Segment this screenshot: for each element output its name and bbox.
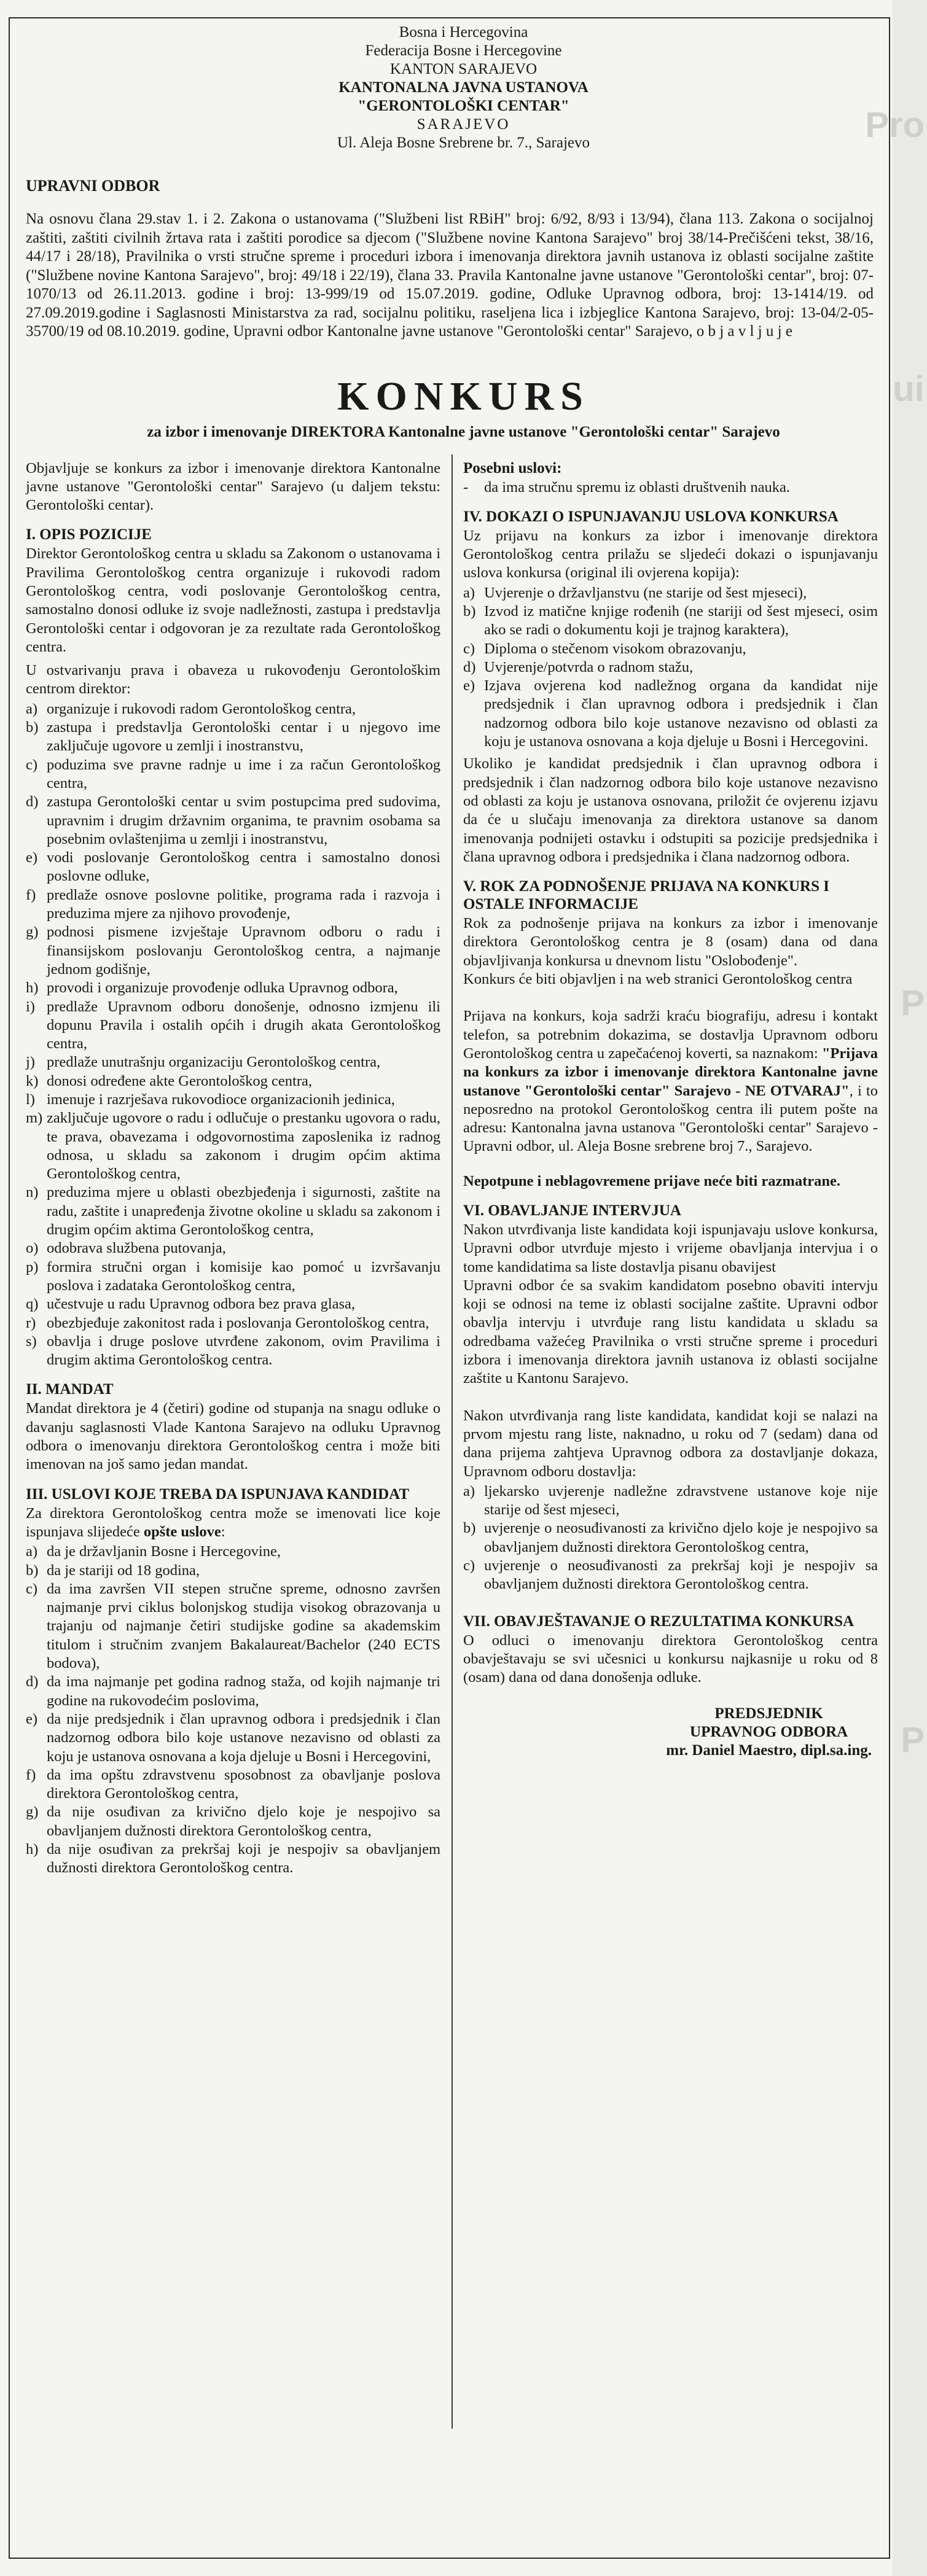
list-item	[463, 602, 878, 640]
list-item	[463, 584, 878, 602]
submission-text-end: , i to neposredno na protokol Gerontološkog centra ili putem pošte na adresu: Kantonalna javna ustanova "Gerontološki centar" Sarajevo - Upravni odbor, ul. Aleja Bosne srebrene broj 7., Sarajevo.	[463, 1082, 878, 1155]
lead-text: Za direktora Gerontološkog centra može se imenovati lice koje ispunjava slijedeće	[26, 1504, 440, 1540]
duties-list	[26, 700, 440, 1370]
list-marker: a)	[26, 1543, 38, 1560]
list-item	[26, 923, 440, 979]
list-item-text: da je državljanin Bosne i Hercegovine,	[47, 1543, 281, 1560]
list-item-text: Izjava ovjerena kod nadležnog organa da kandidat nije predsjednik i član upravnog odbora i predsjednik i član nadzornog odbora bilo koje ustanove nezavisno od oblasti za koju je ustanova osnovana a koja djeluje u Bosni i Hercegovini.	[484, 677, 878, 750]
edge-fragment: ui	[893, 369, 925, 409]
list-item	[26, 1710, 440, 1766]
border-right	[889, 17, 890, 2559]
list-marker: n)	[26, 1184, 39, 1201]
list-marker: a)	[463, 1482, 475, 1500]
list-marker: k)	[26, 1072, 39, 1089]
list-item	[26, 886, 440, 924]
signature-body: UPRAVNOG ODBORA	[690, 1723, 848, 1740]
section-6-heading: VI. OBAVLJANJE INTERVJUA	[463, 1202, 681, 1219]
submission-paragraph	[463, 1007, 878, 1156]
signature-block	[463, 1705, 878, 1760]
list-marker: b)	[463, 602, 476, 620]
list-item	[26, 1053, 440, 1072]
list-marker: l)	[26, 1091, 35, 1108]
list-item-text: Diploma o stečenom visokom obrazovanju,	[484, 640, 746, 657]
list-item	[26, 1258, 440, 1296]
list-item-text: provodi i organizuje provođenje odluka Upravnog odbora,	[47, 979, 398, 997]
column-divider	[452, 454, 453, 2429]
legal-basis-paragraph: Na osnovu člana 29.stav 1. i 2. Zakona o ustanovama ("Službeni list RBiH" broj: 6/92, 8/93 i 13/94), člana 113. Zakona o socijalnoj zaštiti, zaštiti civilnih žrtava rata i zaštiti porodice sa djecom ("Službene novine Kantona Sarajevo" broj 38/14-Prečišćeni tekst, 38/16, 44/17 i 28/18), Pravilnika o vrsti stručne spreme i proceduri izbora i imenovanja direktora javnih ustanova iz oblasti socijalne zaštite ("Službene novine Kantona Sarajevo", broj: 49/18 i 22/19), člana 33. Pravila Kantonalne javne ustanove "Gerontološki centar", broj: 07-1070/13 od 26.11.2013. godine i broj: 13-999/19 od 15.07.2019. godine, Odluke Upravnog odbora, broj: 13-1414/19. od 27.09.2019.godine i Saglasnosti Ministarstva za rad, socijalnu politiku, raseljena lica i izbjeglice Kantona Sarajevo, broj: 13-04/2-05-35700/19 od 08.10.2019. godine, Upravni odbor Kantonalne javne ustanove "Gerontološki centar" Sarajevo, o b j a v l j u j e	[26, 211, 874, 340]
documents-list	[463, 1482, 878, 1594]
section-7-heading: VII. OBAVJEŠTAVANJE O REZULTATIMA KONKURSA	[463, 1613, 855, 1630]
section-2-paragraph: Mandat direktora je 4 (četiri) godine od stupanja na snagu odluke o davanju saglasnosti Vlade Kantona Sarajevo na odluku Upravnog odbora o imenovanju direktora Gerontološkog centra i može biti imenovan na još samo jedan mandat.	[26, 1400, 440, 1473]
list-item-text: formira stručni organ i komisije kao pomoć u izvršavanju poslova i zadataka Gerontološkog centra,	[47, 1258, 440, 1294]
list-item	[26, 979, 440, 997]
list-marker: c)	[463, 640, 475, 657]
section-3-lead	[26, 1504, 440, 1542]
header-address: Ul. Aleja Bosne Srebrene br. 7., Sarajevo	[337, 134, 590, 151]
list-item-text: podnosi pismene izvještaje Upravnom odboru o radu i finansijskom poslovanju Gerontološkog centra, a najmanje jednom godišnje,	[47, 924, 440, 978]
list-marker: h)	[26, 1840, 39, 1858]
section-2-heading: II. MANDAT	[26, 1381, 114, 1398]
adjacent-page-edge	[865, 0, 927, 2576]
envelope-label: "Prijava na konkurs za izbor i imenovanje direktora Kantonalne javne ustanove "Gerontološki centar" Sarajevo - NE OTVARAJ"	[463, 1045, 878, 1099]
list-marker: e)	[26, 1710, 38, 1727]
lead-emphasis: opšte uslove	[143, 1523, 221, 1540]
proofs-list	[463, 584, 878, 752]
section-5-paragraph: Rok za podnošenje prijava na konkurs za izbor i imenovanje direktora Gerontološkog centra je 8 (osam) dana od dana objavljivanja konkursa u dnevnom listu "Oslobođenje".	[463, 915, 878, 969]
header-city: SARAJEVO	[417, 116, 510, 133]
section-1-heading: I. OPIS POZICIJE	[26, 526, 152, 543]
list-item	[26, 1766, 440, 1804]
list-item	[26, 1803, 440, 1840]
list-marker: b)	[26, 719, 39, 736]
list-item-text: donosi određene akte Gerontološkog centra,	[47, 1072, 313, 1089]
list-marker: o)	[26, 1240, 39, 1257]
lead-end: :	[221, 1523, 225, 1540]
list-item	[26, 1840, 440, 1878]
list-item-text: Izvod iz matične knjige rođenih (ne stariji od šest mjeseci, osim ako se radi o dokumentu koji je trajnog karaktera),	[484, 602, 878, 639]
list-item	[26, 998, 440, 1054]
opening-paragraph: Objavljuje se konkurs za izbor i imenovanje direktora Kantonalne javne ustanove "Gerontološki centar" Sarajevo (u daljem tekstu: Gerontološki centar).	[26, 459, 440, 514]
list-item-text: zaključuje ugovore o radu i odlučuje o prestanku ugovora o radu, te prava, obavezama i odgovornostima zaposlenika iz radnog odnosa, u skladu sa zakonom i drugim općim aktima Gerontološkog centra,	[47, 1110, 440, 1183]
announcement-title: KONKURS	[337, 373, 590, 419]
list-item-text: predlaže unutrašnju organizaciju Gerontološkog centra,	[47, 1054, 381, 1071]
list-item-text: obezbjeđuje zakonitost rada i poslovanja Gerontološkog centra,	[47, 1314, 429, 1331]
list-marker: d)	[26, 793, 39, 811]
list-marker: e)	[463, 677, 475, 695]
list-item	[26, 849, 440, 886]
list-marker: m)	[26, 1110, 43, 1127]
list-marker: a)	[463, 584, 475, 601]
section-5-heading: V. ROK ZA PODNOŠENJE PRIJAVA NA KONKURS I OSTALE INFORMACIJE	[463, 878, 829, 913]
list-marker: i)	[26, 998, 35, 1015]
list-item	[26, 1333, 440, 1370]
list-marker: c)	[26, 1580, 38, 1597]
list-item-text: poduzima sve pravne radnje u ime i za račun Gerontološkog centra,	[47, 756, 440, 792]
list-marker: r)	[26, 1314, 36, 1331]
list-item-text: da nije osuđivan za krivično djelo koje je nespojivo sa obavljanjem dužnosti direktora Gerontološkog centra,	[47, 1804, 440, 1839]
list-marker: s)	[26, 1333, 37, 1350]
header-institution-name: "GERONTOLOŠKI CENTAR"	[358, 98, 569, 114]
board-title: UPRAVNI ODBOR	[26, 177, 160, 195]
list-item-text: Uvjerenje/potvrda o radnom stažu,	[484, 658, 694, 675]
list-item	[463, 640, 878, 658]
edge-fragment: P	[901, 983, 925, 1023]
list-item-text: uvjerenje o neosuđivanosti za krivično djelo koje je nespojivo sa obavljanjem dužnosti direktora Gerontološkog centra,	[484, 1520, 878, 1555]
list-item-text: preduzima mjere u oblasti obezbjeđenja i sigurnosti, zaštite na radu, zaštite i unapređenja životne okoline u skladu sa zakonom i drugim općim aktima Gerontološkog centra,	[47, 1184, 440, 1239]
list-item-text: učestvuje u radu Upravnog odbora bez prava glasa,	[47, 1296, 356, 1313]
edge-fragment: Pro	[865, 105, 925, 145]
list-item-text: zastupa Gerontološki centar u svim postupcima pred sudovima, upravnim i drugim državnim organima, te pravnim osobama sa posebnim ovlaštenjima u zemlji i inostranstvu,	[47, 793, 440, 847]
list-marker: d)	[463, 658, 476, 675]
list-marker: a)	[26, 700, 38, 717]
list-marker: p)	[26, 1258, 39, 1275]
list-marker: g)	[26, 924, 39, 941]
list-item	[26, 718, 440, 756]
list-item-text: uvjerenje o neosuđivanosti za prekršaj koji je nespojiv sa obavljanjem dužnosti direktora Gerontološkog centra.	[484, 1557, 878, 1593]
list-item	[463, 478, 878, 497]
list-item-text: predlaže Upravnom odboru donošenje, odnosno izmjenu ili dopunu Pravila i ostalih općih i drugih akata Gerontološkog centra,	[47, 998, 440, 1053]
edge-fragment: P	[901, 1720, 925, 1760]
general-conditions-list	[26, 1543, 440, 1877]
list-item	[463, 677, 878, 751]
list-marker: h)	[26, 979, 39, 997]
header-institution-type: KANTONALNA JAVNA USTANOVA	[338, 79, 589, 96]
list-item	[26, 1314, 440, 1333]
list-item	[26, 1562, 440, 1580]
section-6-paragraph: Nakon utvrđivanja liste kandidata koji ispunjavaju uslove konkursa, Upravni odbor utvrđuje mjesto i vrijeme obavljanja intervjua i o tome kandidatima sa liste dostavlja pisanu obavijest	[463, 1221, 878, 1275]
list-item	[26, 793, 440, 849]
signature-title: PREDSJEDNIK	[714, 1705, 823, 1722]
list-item	[463, 658, 878, 677]
header-federation: Federacija Bosne i Hercegovine	[365, 42, 562, 59]
list-item-text: da nije predsjednik i član upravnog odbora i predsjednik i član nadzornog odbora bilo koje ustanove nezavisno od oblasti za koju je ustanova osnovana a koja djeluje u Bosni i Hercegovini,	[47, 1710, 440, 1765]
list-marker: b)	[26, 1562, 39, 1579]
list-item	[26, 1543, 440, 1561]
list-item-text: da nije osuđivan za prekršaj koji je nespojiv sa obavljanjem dužnosti direktora Gerontološkog centra.	[47, 1840, 440, 1877]
submission-text: Prijava na konkurs, koja sadrži kraću biografiju, adresu i kontakt telefon, sa potrebnim dokazima, se dostavlja Upravnom odboru Gerontološkog centra u zapečaćenoj koverti, sa naznakom:	[463, 1008, 878, 1062]
section-1-paragraph: U ostvarivanju prava i obaveza u rukovođenju Gerontološkim centrom direktor:	[26, 662, 440, 698]
special-conditions-heading: Posebni uslovi:	[463, 459, 562, 477]
list-item-text: imenuje i razrješava rukovodioce organizacionih jedinica,	[47, 1091, 395, 1108]
list-item-text: da ima najmanje pet godina radnog staža, od kojih najmanje tri godine na rukovodećim poslovima,	[47, 1673, 440, 1709]
list-marker: c)	[26, 756, 38, 773]
list-item	[26, 756, 440, 793]
list-marker: g)	[26, 1804, 39, 1821]
list-item	[26, 1183, 440, 1239]
section-6-paragraph: Nakon utvrđivanja rang liste kandidata, kandidat koji se nalazi na prvom mjestu rang liste, naknadno, u roku od 7 (sedam) dana od dana prijema zahtjeva Upravnog odbora za dostavljanje dokaza, Upravnom odboru dostavlja:	[463, 1407, 878, 1480]
list-item	[463, 1557, 878, 1594]
list-item	[26, 1295, 440, 1313]
section-3-heading: III. USLOVI KOJE TREBA DA ISPUNJAVA KANDIDAT	[26, 1485, 410, 1503]
right-column	[463, 459, 878, 1760]
list-item-text: obavlja i druge poslove utvrđene zakonom, ovim Pravilima i drugim aktima Gerontološkog centra.	[47, 1333, 440, 1369]
signature-name: mr. Daniel Maestro, dipl.sa.ing.	[666, 1741, 872, 1759]
list-item-text: zastupa i predstavlja Gerontološki centar i u njegovo ime zaključuje ugovore u zemlji i inostranstvu,	[47, 719, 440, 755]
section-7-paragraph: O odluci o imenovanju direktora Gerontološkog centra obavještavaju se svi učesnici u konkursu najkasnije u roku od 8 (osam) dana od dana donošenja odluke.	[463, 1632, 878, 1686]
list-item-text: ljekarsko uvjerenje nadležne zdravstvene ustanove koje nije starije od šest mjeseci,	[484, 1482, 878, 1519]
list-item-text: predlaže osnove poslovne politike, programa rada i razvoja i preduzima mjere za njihovo provođenje,	[47, 886, 440, 922]
list-item-text: da ima stručnu spremu iz oblasti društvenih nauka.	[484, 478, 791, 496]
list-item-text: Uvjerenje o državljanstvu (ne starije od šest mjeseci),	[484, 584, 807, 601]
list-item	[26, 1239, 440, 1258]
list-marker: -	[463, 478, 469, 496]
incomplete-applications-notice: Nepotpune i neblagovremene prijave neće biti razmatrane.	[463, 1172, 840, 1189]
list-item-text: da ima završen VII stepen stručne spreme, odnosno završen najmanje prvi ciklus bolonjskog studija visokog obrazovanja u trajanju od najmanje četiri studijske godine sa akademskim titulom i stručnim zvanjem Bakalaureat/Bachelor (240 ECTS bodova),	[47, 1580, 440, 1672]
header-country: Bosna i Hercegovina	[399, 24, 528, 41]
list-item	[26, 1109, 440, 1183]
list-item-text: vodi poslovanje Gerontološkog centra i samostalno donosi poslovne odluke,	[47, 849, 440, 885]
list-item	[463, 1482, 878, 1520]
list-item	[463, 1519, 878, 1557]
list-item-text: odobrava službena putovanja,	[47, 1240, 226, 1257]
section-6-paragraph: Upravni odbor će sa svakim kandidatom posebno obaviti intervju koji se odnosi na teme iz oblasti socijalne zaštite. Upravni odbor obavlja intervju i utvrđuje rang listu kandidata u skladu sa odredbama važećeg Pravilnika o vrsti stručne spreme i proceduri izbora i imenovanja direktora javnih ustanova iz oblasti socijalne zaštite u Kantonu Sarajevo.	[463, 1277, 878, 1387]
institution-header	[26, 23, 901, 152]
list-marker: e)	[26, 849, 38, 866]
section-4-paragraph: Ukoliko je kandidat predsjednik i član upravnog odbora i predsjednik i član nadzornog odbora bilo koje ustanove nezavisno od oblasti za koju je ustanova osnovana, priložit će ovjerenu izjavu da će u slučaju imenovanja za direktora ustanove sa danom imenovanja podnijeti ostavku i odstupiti sa pozicije predsjednika i člana upravnog odbora i predsjednika i člana nadzornog odbora.	[463, 755, 878, 865]
border-left	[9, 17, 10, 2559]
list-marker: j)	[26, 1054, 35, 1071]
list-item-text: da je stariji od 18 godina,	[47, 1562, 200, 1579]
section-4-heading: IV. DOKAZI O ISPUNJAVANJU USLOVA KONKURSA	[463, 508, 839, 525]
section-5-paragraph: Konkurs će biti objavljen i na web stranici Gerontološkog centra	[463, 971, 853, 988]
list-item	[26, 1072, 440, 1091]
list-item	[26, 1673, 440, 1710]
list-marker: c)	[463, 1557, 475, 1574]
list-marker: f)	[26, 1766, 36, 1783]
border-top	[9, 17, 890, 18]
list-marker: f)	[26, 886, 36, 903]
list-marker: d)	[26, 1673, 39, 1691]
header-canton: KANTON SARAJEVO	[389, 61, 538, 77]
list-marker: b)	[463, 1520, 476, 1537]
announcement-subtitle: za izbor i imenovanje DIREKTORA Kantonalne javne ustanove "Gerontološki centar" Sarajevo	[147, 423, 780, 440]
left-column	[26, 459, 440, 1881]
border-bottom	[9, 2558, 890, 2559]
section-4-paragraph: Uz prijavu na konkurs za izbor i imenovanje direktora Gerontološkog centra prilažu se sljedeći dokazi o ispunjavanju uslova konkursa (original ili ovjerena kopija):	[463, 527, 878, 582]
list-marker: q)	[26, 1296, 39, 1313]
list-item	[26, 700, 440, 718]
section-1-paragraph: Direktor Gerontološkog centra u skladu sa Zakonom o ustanovama i Pravilima Gerontološkog centra organizuje i rukovodi radom Gerontološkog centra, vodi poslovanje Gerontološkog centra, samostalno donosi odluke iz svoje nadležnosti, zastupa i predstavlja Gerontološki centar i odgovoran je za rezultate rada Gerontološkog centra.	[26, 545, 440, 655]
list-item	[26, 1580, 440, 1673]
special-conditions-list	[463, 478, 878, 497]
list-item-text: organizuje i rukovodi radom Gerontološkog centra,	[47, 700, 356, 717]
list-item	[26, 1091, 440, 1109]
list-item-text: da ima opštu zdravstvenu sposobnost za obavljanje poslova direktora Gerontološkog centra,	[47, 1766, 440, 1802]
